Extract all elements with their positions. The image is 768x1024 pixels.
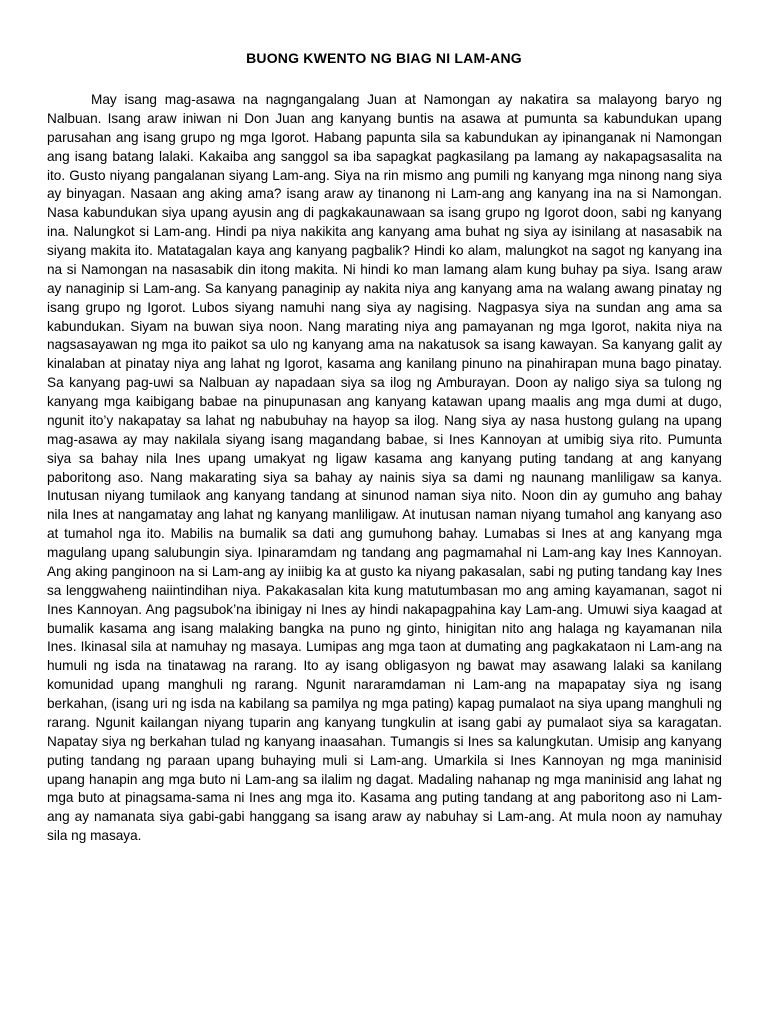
document-title: BUONG KWENTO NG BIAG NI LAM-ANG (246, 50, 522, 66)
story-paragraph: May isang mag-asawa na nagngangalang Juan at Namongan ay nakatira sa malayong baryo ng Nalbuan. Isang araw iniwan ni Don Juan ang kanyang buntis na asawa at pumunta sa kabundukan upang parusahan ang isang grupo ng mga Igorot. Habang papunta sila sa kabundukan ay ipinanganak ni Namongan ang isang batang lalaki. Kakaiba ang sanggol sa iba sapagkat pagkasilang pa lamang ay nakapagsasalita na ito. Gusto niyang pangalanan siyang Lam-ang. Siya na rin mismo ang pumili ng kanyang mga ninong nang siya ay binyagan. Nasaan ang aking ama? isang araw ay tinanong ni Lam-ang ang kanyang ina na si Namongan. Nasa kabundukan siya upang ayusin ang di pagkakaunawaan sa isang grupo ng Igorot doon, sabi ng kanyang ina. Nalungkot si Lam-ang. Hindi pa niya nakikita ang kanyang ama buhat ng siya ay isinilang at nasasabik na siyang makita ito. Matatagalan kaya ang kanyang pagbalik? Hindi ko alam, malungkot na sagot ng kanyang ina na si Namongan na nasasabik din itong makita. Ni hindi ko man lamang alam kung buhay pa siya. Isang araw ay nanaginip si Lam-ang. Sa kanyang panaginip ay nakita niya ang kanyang ama na walang awang pinatay ng isang grupo ng Igorot. Lubos siyang namuhi nang siya ay nagising. Nagpasya siya na sundan ang ama sa kabundukan. Siyam na buwan siya noon. Nang marating niya ang pamayanan ng mga Igorot, nakita niya na nagsasayawan ng mga ito paikot sa ulo ng kanyang ama na nakatusok sa isang kawayan. Sa kanyang galit ay kinalaban at pinatay niya ang lahat ng Igorot, kasama ang kanilang pinuno na pinahirapan muna bago pinatay. Sa kanyang pag-uwi sa Nalbuan ay napadaan siya sa ilog ng Amburayan. Doon ay naligo siya sa tulong ng kanyang mga kaibigang babae na pinupunasan ang kanyang katawan upang maalis ang mga dumi at dugo, ngunit ito’y nakapatay sa lahat ng nabubuhay na hayop sa ilog. Nang siya ay nasa hustong gulang na upang mag-asawa ay may nakilala siyang isang magandang babae, si Ines Kannoyan at umibig siya rito. Pumunta siya sa bahay nila Ines upang umakyat ng ligaw kasama ang kanyang puting tandang at ang kanyang paboritong aso. Nang makarating siya sa bahay ay nainis siya sa dami ng naunang manliligaw sa kanya. Inutusan niyang tumilaok ang kanyang tandang at sinunod naman siya nito. Noon din ay gumuho ang bahay nila Ines at nangamatay ang lahat ng kanyang manliligaw. At inutusan naman niyang tumahol ang kanyang aso at tumahol nga ito. Mabilis na bumalik sa dati ang gumuhong bahay. Lumabas si Ines at ang kanyang mga magulang upang salubungin siya. Ipinaramdam ng tandang ang pagmamahal ni Lam-ang kay Ines Kannoyan. Ang aking panginoon na si Lam-ang ay iniibig ka at gusto ka niyang pakasalan, sabi ng puting tandang kay Ines sa lenggwaheng naiintindihan niya. Pakakasalan kita kung matutumbasan mo ang aming kayamanan, sagot ni Ines Kannoyan. Ang pagsubok’na ibinigay ni Ines ay hindi nakapagpahina kay Lam-ang. Umuwi siya kaagad at bumalik kasama ang isang malaking bangka na puno ng ginto, hinigitan nito ang halaga ng kayamanan nila Ines. Ikinasal sila at namuhay ng masaya. Lumipas ang mga taon at dumating ang pagkakataon ni Lam-ang na humuli ng isda na tinatawag na rarang. Ito ay isang obligasyon ng bawat may asawang lalaki sa kanilang komunidad upang manghuli ng rarang. Ngunit nararamdaman ni Lam-ang na mapapatay siya ng isang berkahan, (isang uri ng isda na kabilang sa pamilya ng mga pating) kapag pumalaot na siya upang manghuli ng rarang. Ngunit kailangan niyang tuparin ang kanyang tungkulin at isang gabi ay pumalaot siya sa karagatan. Napatay siya ng berkahan tulad ng kanyang inaasahan. Tumangis si Ines sa kalungkutan. Umisip ang kanyang puting tandang ng paraan upang buhaying muli si Lam-ang. Umarkila si Ines Kannoyan ng mga maninisid upang hanapin ang mga buto ni Lam-ang sa ilalim ng dagat. Madaling nahanap ng mga maninisid ang lahat ng mga buto at pinagsama-sama ni Ines ang mga ito. Kasama ang puting tandang at ang paboritong aso ni Lam-ang ay namanata siya gabi-gabi hanggang sa isang araw ay nabuhay si Lam-ang. At mula noon ay namuhay sila ng masaya. (47, 92, 722, 844)
